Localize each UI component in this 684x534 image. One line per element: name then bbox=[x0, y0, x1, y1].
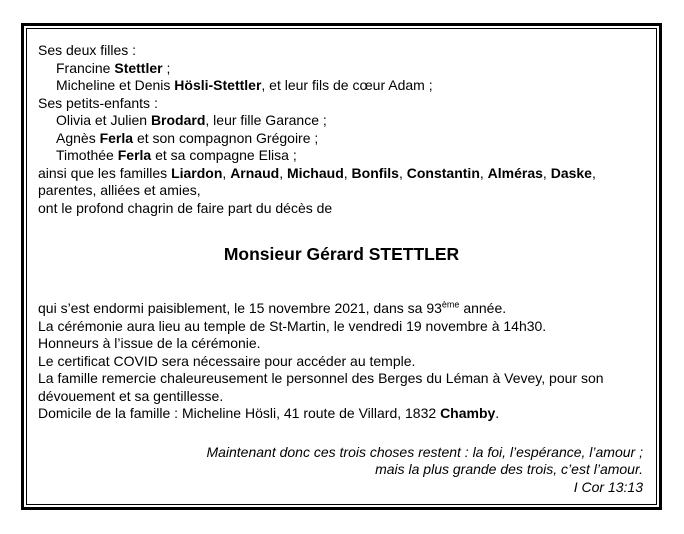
notice-inner-border bbox=[26, 28, 657, 505]
text-line: mais la plus grande des trois, c’est l’amour. bbox=[375, 461, 643, 477]
text-line: Ses deux filles : bbox=[38, 42, 137, 58]
text-line: qui s’est endormi paisiblement, le 15 novembre 2021, dans sa 93ème année. bbox=[38, 299, 507, 316]
text-line: Agnès Ferla et son compagnon Grégoire ; bbox=[56, 129, 319, 146]
ceremony-details-block bbox=[38, 300, 645, 423]
text-line: ainsi que les familles Liardon, Arnaud, Michaud, Bonfils, Constantin, Alméras, Daske, bbox=[38, 164, 596, 181]
text-line: Francine Stettler ; bbox=[56, 59, 171, 76]
text-line: La cérémonie aura lieu au temple de St-Martin, le vendredi 19 novembre à 14h30. bbox=[38, 317, 547, 334]
deceased-name-title: Monsieur Gérard STETTLER bbox=[223, 244, 460, 264]
text-line: Domicile de la famille : Micheline Hösli, 41 route de Villard, 1832 Chamby. bbox=[38, 405, 500, 421]
text-line: parentes, alliées et amies, bbox=[38, 182, 201, 198]
text-line: Maintenant donc ces trois choses restent : la foi, l’espérance, l’amour ; bbox=[206, 443, 643, 460]
text-line: Olivia et Julien Brodard, leur fille Garance ; bbox=[56, 112, 327, 128]
text-line: Le certificat COVID sera nécessaire pour accéder au temple. bbox=[38, 352, 416, 369]
text-line: La famille remercie chaleureusement le personnel des Berges du Léman à Vevey, pour son dévouement et sa gentillesse. bbox=[38, 370, 608, 404]
text-line: Honneurs à l’issue de la cérémonie. bbox=[38, 335, 261, 351]
notice-outer-border bbox=[21, 23, 662, 510]
text-line: ont le profond chagrin de faire part du décès de bbox=[38, 199, 333, 216]
text-line: Timothée Ferla et sa compagne Elisa ; bbox=[56, 147, 297, 163]
family-intro-block bbox=[38, 42, 645, 217]
text-line: I Cor 13:13 bbox=[573, 478, 643, 495]
text-line: Micheline et Denis Hösli-Stettler, et leur fils de cœur Adam ; bbox=[56, 77, 433, 93]
text-line: Ses petits-enfants : bbox=[38, 94, 158, 111]
scripture-quote-block bbox=[38, 444, 645, 497]
